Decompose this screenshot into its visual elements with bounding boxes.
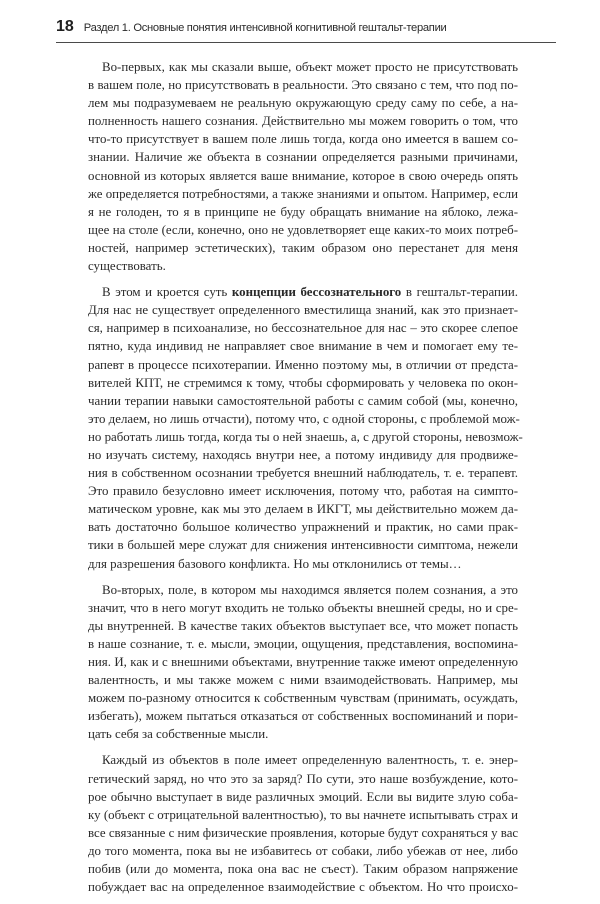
text-line: в вашем поле, но присутствовать в реальности. Это связано с тем, что под по- bbox=[88, 78, 518, 93]
paragraph bbox=[88, 283, 523, 573]
text-line: знании. Наличие же объекта в сознании определяется разными причинами, bbox=[88, 150, 518, 165]
text-line: ния в собственном осознании требуется внешний наблюдатель, т. е. терапевт. bbox=[88, 466, 518, 481]
paragraph bbox=[88, 58, 518, 275]
text-line: гетический заряд, но что это за заряд? По сути, это наше возбуждение, кото- bbox=[88, 771, 518, 786]
text-line: Это правило безусловно имеет исключения, потому что, работая на симпто- bbox=[88, 484, 518, 499]
text-line: побуждает вас на определенное взаимодействие с объектом. Но что происхо- bbox=[88, 880, 518, 895]
header-rule bbox=[56, 42, 556, 43]
text-line: ды внутренней. В качестве таких объектов выступает все, что может попасть bbox=[88, 618, 518, 633]
running-header bbox=[56, 18, 556, 40]
text-line: лем мы подразумеваем не реальную окружающую среду саму по себе, а на- bbox=[88, 96, 518, 111]
text-line: валентность, и мы также можем с ними взаимодействовать. Например, мы bbox=[88, 673, 518, 688]
text-line: рое обычно выступает в виде различных эмоций. Если вы видите злую соба- bbox=[88, 789, 518, 804]
section-title: Раздел 1. Основные понятия интенсивной когнитивной гештальт-терапии bbox=[83, 22, 447, 34]
paragraph bbox=[88, 581, 518, 744]
text-line: можем по-разному относится к собственным чувствам (принимать, осуждать, bbox=[88, 691, 518, 706]
text-line: но изучать систему, находясь внутри нее, а потому индивиду для продвиже- bbox=[88, 447, 518, 462]
text-line: значит, что в него могут входить не только объекты внешней среды, но и сре- bbox=[88, 600, 518, 615]
bold-term: концепции бессознательного bbox=[231, 285, 402, 300]
text-line: чании терапии навыки самостоятельной работы с самим собой (мы, конечно, bbox=[88, 393, 518, 408]
text-line: вать достаточно большое количество упражнений и практик, но сами прак- bbox=[88, 520, 518, 535]
text-line: избегать), можем пытаться отказаться от собственных воспоминаний и пори- bbox=[88, 709, 518, 724]
text-line: щее на столе (если, конечно, оно не удовлетворяет еще каких-то моих потреб- bbox=[88, 222, 518, 237]
text-line: цать себя за собственные мысли. bbox=[88, 727, 269, 742]
text-line: же определяется потребностями, а также знаниями и опытом. Например, если bbox=[88, 186, 518, 201]
text-line: для разрешения базового конфликта. Но мы отклонились от темы… bbox=[88, 556, 462, 571]
text-line: Для нас не существует определенного вместилища знаний, как это признает- bbox=[88, 303, 518, 318]
text-line: полненность нашего сознания. Действительно мы можем говорить о том, что bbox=[88, 114, 518, 129]
text-fragment: в гештальт-терапии. bbox=[401, 285, 518, 300]
text-line: до того момента, пока вы не избавитесь от собаки, либо убежав от нее, либо bbox=[88, 843, 518, 858]
paragraph bbox=[88, 751, 518, 896]
text-fragment: В этом и кроется суть bbox=[102, 285, 232, 300]
text-line: но работать лишь тогда, когда ты о ней знаешь, а, с другой стороны, невозмож- bbox=[88, 429, 523, 444]
text-line: ностей, например эстетических), таким образом оно перестанет для меня bbox=[88, 240, 518, 255]
text-line: ния. И, как и с внешними объектами, внутренние также имеют определенную bbox=[88, 655, 518, 669]
text-line: я не голоден, то я в принципе не буду обращать внимание на яблоко, лежа- bbox=[88, 204, 518, 219]
text-line: все связанные с ним физические проявления, которые будут сохраняться у вас bbox=[88, 825, 519, 840]
text-line: ся, например в психоанализе, но бессознательное для нас – это скорее слепое bbox=[88, 321, 518, 336]
text-line: Во-вторых, поле, в котором мы находимся является полем сознания, а это bbox=[102, 582, 518, 597]
text-line: Во-первых, как мы сказали выше, объект может просто не присутствовать bbox=[102, 60, 518, 74]
text-line: вителей КПТ, не стремимся к тому, чтобы сформировать у человека по окон- bbox=[88, 375, 518, 390]
text-line: побив (или до момента, пока она вас не съест). Таким образом напряжение bbox=[88, 862, 518, 877]
text-line: Каждый из объектов в поле имеет определенную валентность, т. е. энер- bbox=[102, 753, 518, 768]
text-line: рапевт в процессе психотерапии. Именно поэтому мы, в отличии от предста- bbox=[88, 357, 518, 372]
body-text bbox=[88, 58, 523, 904]
text-line: ку (объект с отрицательной валентностью), то вы начнете испытывать страх и bbox=[88, 807, 518, 822]
text-line: тики в большей мере служат для снижения интенсивности симптома, нежели bbox=[88, 538, 518, 553]
text-line: это делаем, но лишь отчасти), потому что, с одной стороны, с проблемой мож- bbox=[88, 411, 520, 426]
text-line: существовать. bbox=[88, 259, 166, 274]
text-line: основной из которых является ваше внимание, которое в свою очередь опять bbox=[88, 168, 518, 183]
text-line: матическом уровне, как мы это делаем в ИКГТ, мы действительно можем да- bbox=[88, 502, 518, 517]
text-line: пятно, куда индивид не направляет свое внимание в чем и помогает ему те- bbox=[88, 339, 518, 354]
text-line bbox=[88, 283, 518, 301]
text-line: в наше сознание, т. е. мысли, эмоции, ощущения, представления, воспомина- bbox=[88, 636, 518, 651]
text-line: что-то присутствует в вашем поле лишь тогда, когда оно имеется в вашем со- bbox=[88, 132, 518, 147]
page-number: 18 bbox=[56, 18, 74, 35]
